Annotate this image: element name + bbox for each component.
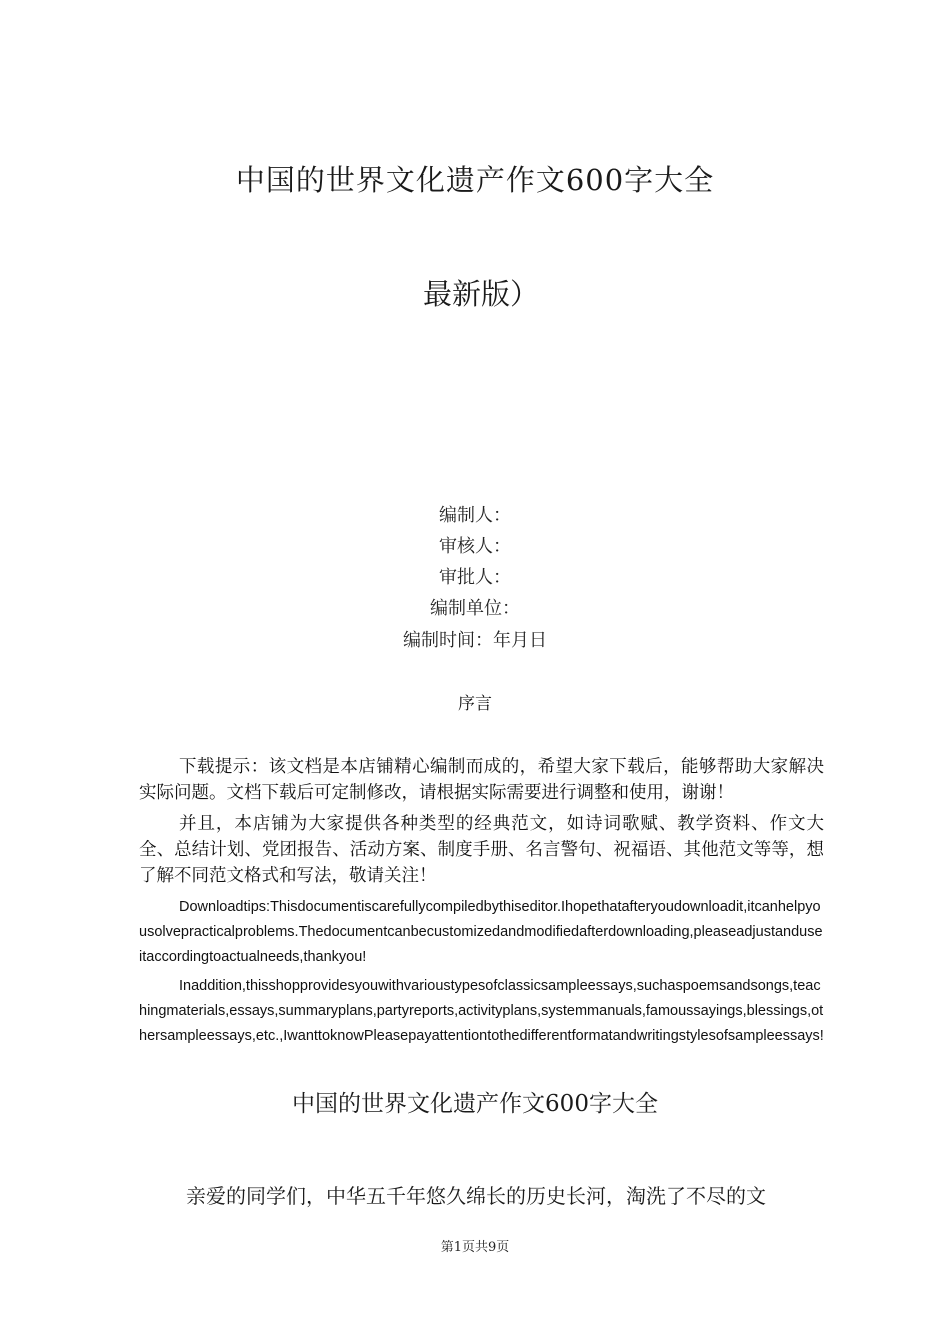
meta-compiler: 编制人： [439,505,511,526]
essay-first-line: 亲爱的同学们，中华五千年悠久绵长的历史长河，淘洗了不尽的文 [186,1184,766,1208]
meta-unit: 编制单位： [430,598,520,619]
preface-heading: 序言 [458,694,492,714]
preface-paragraph-en: Inaddition,thisshopprovidesyouwithvarioustypesofclassicsampleessays,suchaspoemsandsongs,teachingmaterials,essays,summaryplans,partyreports,activityplans,systemmanuals,famoussayings,blessings,othersampleessays,etc.,IwanttoknowPleasepayattentiontothedifferentformatandwritingstylesofsampleessays! [139,978,824,1044]
document-subtitle: 最新版） [422,277,539,311]
meta-time: 编制时间：年月日 [403,630,547,651]
meta-reviewer: 审核人： [439,536,511,557]
preface-paragraph-cn: 下载提示：该文档是本店铺精心编制而成的，希望大家下载后，能够帮助大家解决实际问题。文档下载后可定制修改，请根据实际需要进行调整和使用，谢谢！ [139,757,824,803]
preface-paragraph-cn: 并且，本店铺为大家提供各种类型的经典范文，如诗词歌赋、教学资料、作文大全、总结计划、党团报告、活动方案、制度手册、名言警句、祝福语、其他范文等等，想了解不同范文格式和写法，敬请关注！ [139,814,824,886]
preface-paragraph-en: Downloadtips:Thisdocumentiscarefullycompiledbythiseditor.Ihopethatafteryoudownloadit,itcanhelpyousolvepracticalproblems.Thedocumentcanbecustomizedandmodifiedafterdownloading,pleaseadjustanduseitaccordingtoactualneeds,thankyou! [139,899,823,965]
essay-heading: 中国的世界文化遗产作文600字大全 [292,1091,658,1117]
meta-approver: 审批人： [439,567,511,588]
page-footer: 第1页共9页 [440,1240,510,1255]
document-title: 中国的世界文化遗产作文600字大全 [235,163,715,197]
